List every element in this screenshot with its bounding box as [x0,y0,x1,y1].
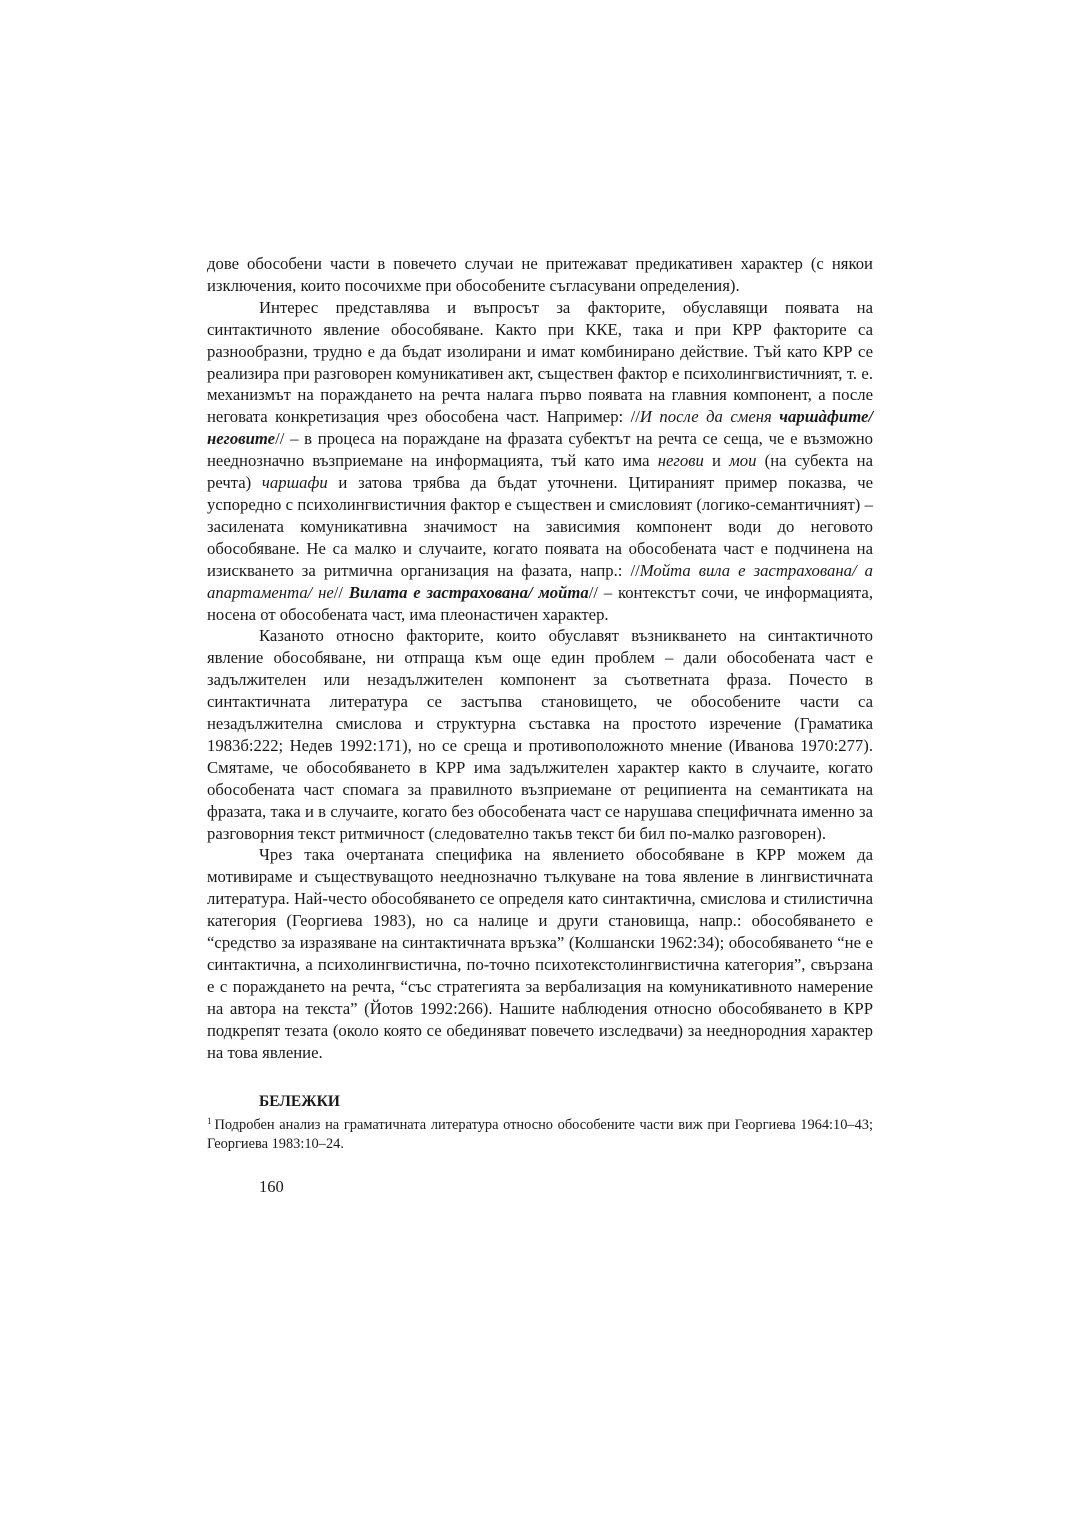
p2-word-charshafi: чаршафи [261,473,328,493]
paragraph-1: дове обособени части в повечето случаи не притежават предикативен характер (с някои изключения, които посочихме при обособените съгласувани определения). [207,254,873,295]
notes-heading: БЕЛЕЖКИ [259,1092,340,1110]
footnote [207,1112,873,1154]
p2-example-1-bold: чаршàфите/ неговите [207,407,874,449]
p2-example-2-bold: Вилата е застрахована/ мойта [348,582,589,602]
p2-text-a: Интерес представлява и въпросът за факторите, обуславящи появата на синтактичното явление обособяване. Както при ККЕ, така и при КРР факторите са разнообразни, трудно е да бъдат изолирани и имат комбинирано действие. Тъй като КРР се реализира при разговорен комуникативен акт, съществен фактор е психолингвистичният, т. е. механизмът на пораждането на речта налага първо появата на главния компонент, а после неговата конкретизация чрез обособена част. Например: // [207,297,873,427]
p2-text-h: (на субекта на речта) [207,451,873,493]
p2-text-d: // – в процеса на пораждане на фразата субектът на речта се сеща, че е възможно нееднозначно възприемане на информацията, тъй като има [207,429,873,471]
paragraph-4: Чрез така очертаната специфика на явлението обособяване в КРР можем да мотивираме и съществуващото нееднозначно тълкуване на това явление в лингвистичната литература. Най-често обособяването се определя като синтактична, смислова и стилистична категория (Георгиева 1983), но са налице и други становища, напр.: обособяването е “средство за изразяване на синтактичната връзка” (Колшански 1962:34); обособяването “не е синтактична, а психолингвистична, по-точно психотекстолингвистична категория”, свързана е с пораждането на речта, “със стратегията за вербализация на комуникативното намерение на автора на текста” (Йотов 1992:266). Нашите наблюдения относно обособяването в КРР подкрепят тезата (около която се обединяват повечето изследвачи) за нееднородния характер на това явление. [207,845,873,1062]
p2-text-n: // – контекстът сочи, че информацията, носена от обособената част, има плеонастичен характер. [207,582,874,624]
p2-text-j: и затова трябва да бъдат уточнени. Цитираният пример показва, че успоредно с психолингвистичния фактор е съществен и смисловият (логико-семантичният) – засилената комуникативна значимост на зависимия компонент води до неговото обособяване. Не са малко и случаите, когато появата на обособената част е подчинена на изискването за ритмична организация на фазата, напр.: // [207,473,873,580]
p2-word-negovi: негови [657,451,704,471]
p2-word-moi: мои [729,451,757,471]
footnote-text: Подробен анализ на граматичната литература относно обособените части виж при Георгиева 1964:10–43; Георгиева 1983:10–24. [207,1117,873,1153]
p2-example-2: Мойта вила е застрахована/ а апартамента/ не [207,560,873,602]
page-body [207,253,873,1198]
p2-text-l: // [333,582,349,602]
p2-example-1: И после да сменя [639,407,780,427]
page-number: 160 [259,1177,284,1197]
p2-text-f: и [703,451,730,471]
footnote-marker: 1 [207,1116,212,1127]
paragraph-2 [207,297,873,626]
paragraph-3: Казаното относно факторите, които обуславят възникването на синтактичното явление обособяване, ни отпраща към още един проблем – дали обособената част е задължителен или незадължителен компонент за съответната фраза. Почесто в синтактичната литература се застъпва становището, че обособените части са незадължителна смислова и структурна съставка на простото изречение (Граматика 1983б:222; Недев 1992:171), но се среща и противоположното мнение (Иванова 1970:277). Смятаме, че обособяването в КРР има задължителен характер както в случаите, когато обособената част спомага за правилното възприемане от реципиента на семантиката на фразата, така и в случаите, когато без обособената част се нарушава специфичната именно за разговорния текст ритмичност (следователно такъв текст би бил по-малко разговорен). [207,626,873,843]
